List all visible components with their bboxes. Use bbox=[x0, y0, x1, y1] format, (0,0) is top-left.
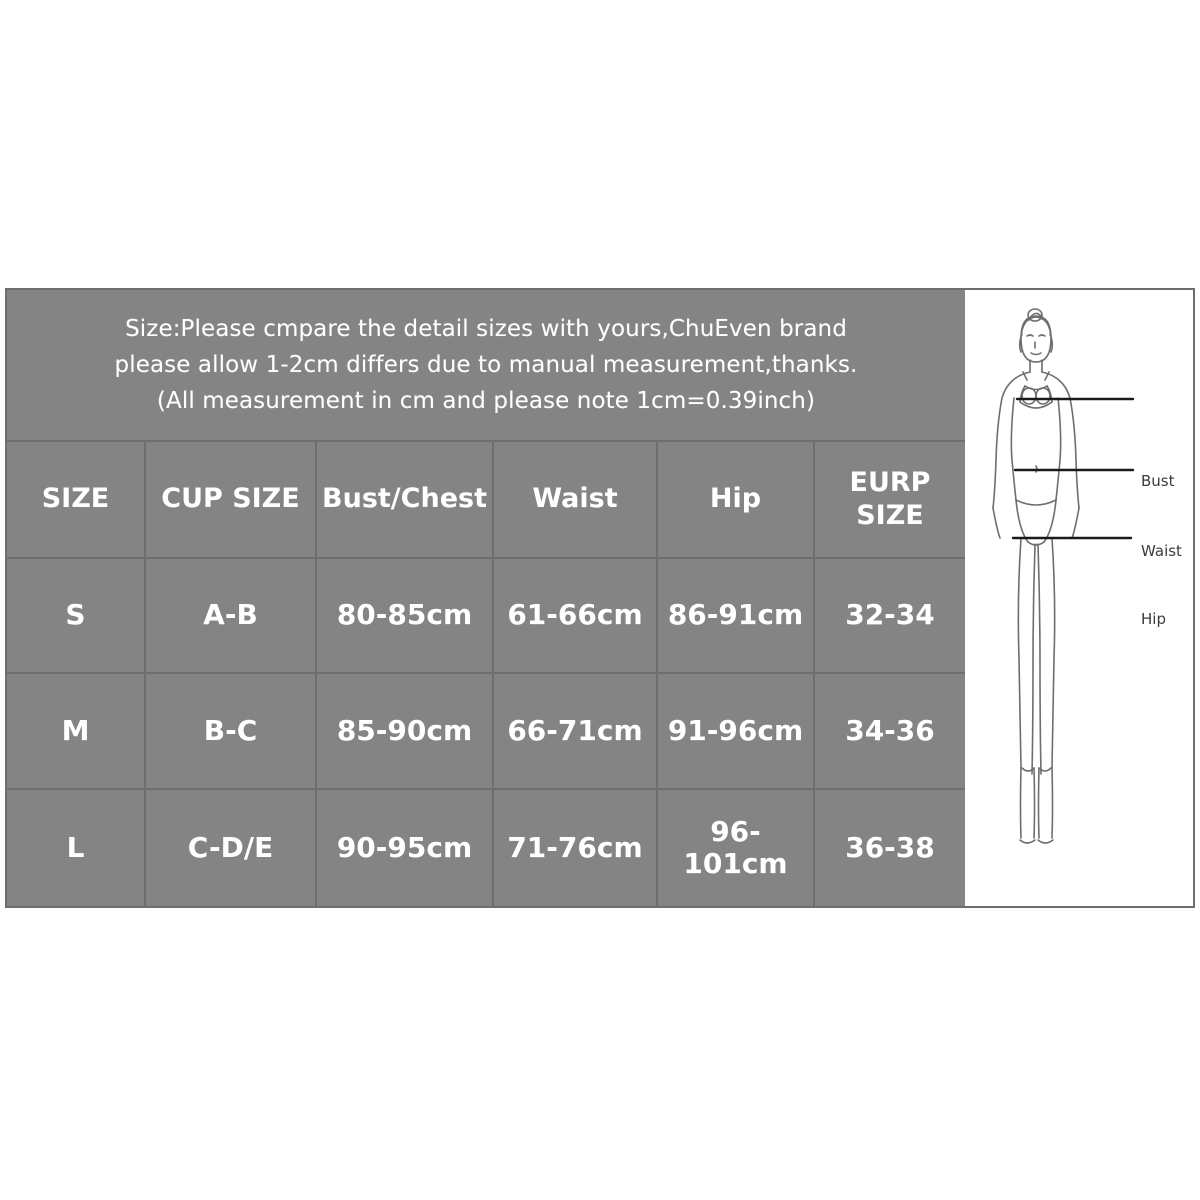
column-header-eurp-size bbox=[815, 442, 965, 557]
cell-cup-size: C-D/E bbox=[146, 790, 317, 906]
size-chart bbox=[5, 288, 1195, 908]
table-row bbox=[7, 790, 965, 906]
cell-hip: 96-101cm bbox=[658, 790, 815, 906]
cell-bust-chest: 90-95cm bbox=[317, 790, 494, 906]
table-header-row bbox=[7, 442, 965, 559]
column-header-waist: Waist bbox=[494, 442, 658, 557]
cell-hip: 86-91cm bbox=[658, 559, 815, 673]
cell-size: S bbox=[7, 559, 146, 673]
table-row bbox=[7, 559, 965, 675]
size-note bbox=[7, 290, 965, 442]
body-diagram-icon bbox=[965, 290, 1191, 906]
cell-hip: 91-96cm bbox=[658, 674, 815, 788]
cell-bust-chest: 85-90cm bbox=[317, 674, 494, 788]
size-note-line-3: (All measurement in cm and please note 1cm=0.39inch) bbox=[156, 387, 816, 414]
cell-waist: 66-71cm bbox=[494, 674, 658, 788]
cell-size: M bbox=[7, 674, 146, 788]
column-header-eurp-size-line-1: EURP bbox=[849, 467, 931, 499]
figure-label-hip: Hip bbox=[1141, 610, 1166, 628]
cell-eurp-size: 34-36 bbox=[845, 714, 935, 748]
measurement-figure bbox=[965, 288, 1195, 908]
table-row bbox=[7, 674, 965, 790]
size-note-line-2: please allow 1-2cm differs due to manual measurement,thanks. bbox=[114, 351, 858, 378]
column-header-cup-size: CUP SIZE bbox=[146, 442, 317, 557]
figure-label-bust: Bust bbox=[1141, 472, 1175, 490]
cell-eurp-size: 32-34 bbox=[845, 598, 935, 632]
size-note-line-1: Size:Please cmpare the detail sizes with yours,ChuEven brand bbox=[125, 315, 847, 342]
cell-bust-chest: 80-85cm bbox=[317, 559, 494, 673]
cell-eurp-size: 36-38 bbox=[845, 831, 935, 865]
cell-waist: 61-66cm bbox=[494, 559, 658, 673]
cell-waist: 71-76cm bbox=[494, 790, 658, 906]
cell-size: L bbox=[7, 790, 146, 906]
size-table bbox=[5, 288, 965, 908]
column-header-bust-chest: Bust/Chest bbox=[317, 442, 494, 557]
figure-label-waist: Waist bbox=[1141, 542, 1182, 560]
column-header-eurp-size-line-2: SIZE bbox=[856, 500, 924, 532]
cell-cup-size: B-C bbox=[146, 674, 317, 788]
column-header-hip: Hip bbox=[658, 442, 815, 557]
column-header-size: SIZE bbox=[7, 442, 146, 557]
cell-cup-size: A-B bbox=[146, 559, 317, 673]
